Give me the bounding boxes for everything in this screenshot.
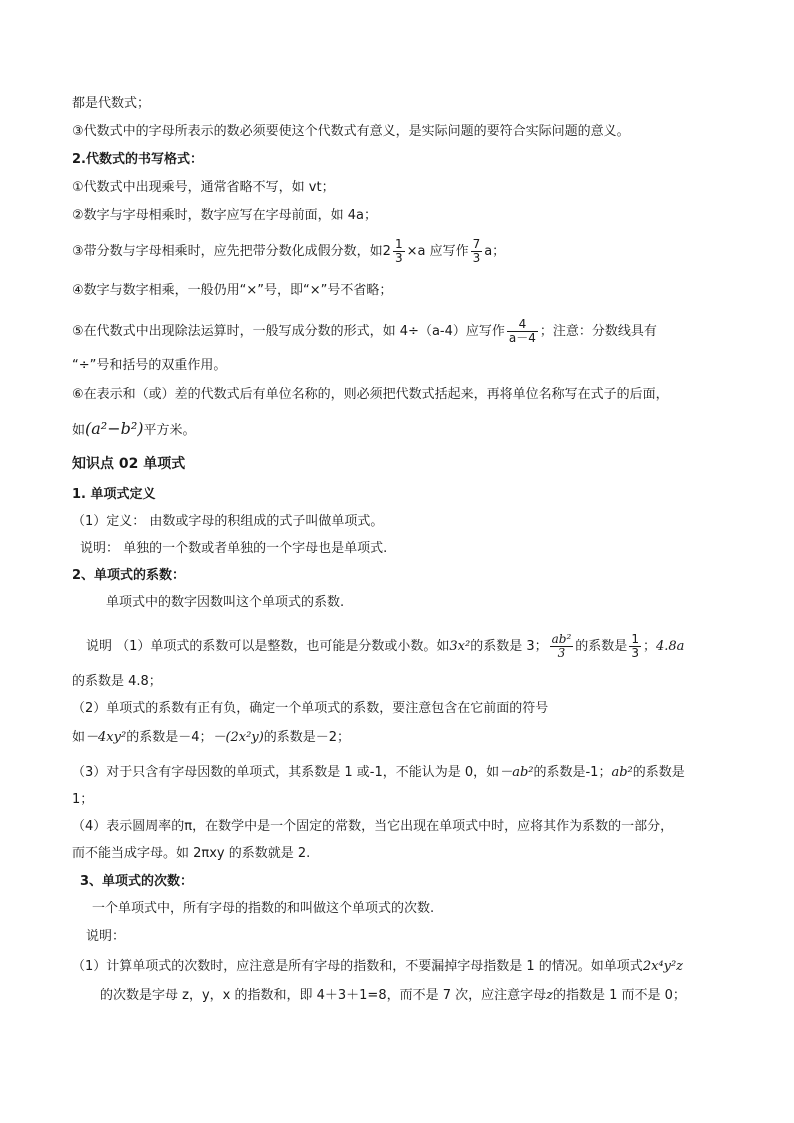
numerator: 1 — [631, 632, 639, 646]
math-expression: z — [546, 988, 553, 1003]
math-expression: －4xy² — [85, 730, 127, 745]
text-fragment: 2 — [382, 244, 391, 259]
fraction — [550, 633, 574, 660]
text-fragment: ③带分数与字母相乘时，应先把带分数化成假分数，如 — [72, 244, 383, 259]
text-line-degree — [72, 958, 683, 976]
text-fragment: 的系数是－4； — [126, 730, 213, 745]
subsection-heading: 1. 单项式定义 — [72, 487, 156, 502]
math-expression: 3x² — [449, 639, 471, 654]
text-fragment: 如 — [72, 423, 86, 438]
text-line-letter-coefficient — [72, 764, 685, 782]
math-expression: (a²−b²) — [85, 419, 144, 438]
text-line: 一个单项式中，所有字母的指数的和叫做这个单项式的次数. — [92, 901, 435, 916]
knowledge-point-heading: 知识点 02 单项式 — [72, 456, 186, 472]
numerator: 4 — [507, 318, 538, 332]
text-line: ③代数式中的字母所表示的数必须要使这个代数式有意义，是实际问题的要符合实际问题的意义。 — [72, 124, 630, 139]
math-expression: －ab² — [499, 765, 534, 780]
fraction — [629, 633, 641, 660]
text-fragment: 的系数是 — [632, 765, 685, 780]
text-fragment: 平方米。 — [143, 423, 196, 438]
text-fragment: 的系数是－2； — [263, 730, 351, 745]
text-fragment: 说明 （1）单项式的系数可以是整数，也可能是分数或小数。如 — [86, 639, 450, 654]
math-expression: ab² — [611, 765, 633, 780]
text-fragment: 的指数是 1 而不是 0； — [552, 988, 686, 1003]
denominator: 3 — [472, 251, 481, 265]
fraction — [393, 238, 405, 265]
fraction — [471, 238, 483, 265]
text-fragment: a； — [484, 244, 506, 259]
text-line: 说明： — [86, 929, 126, 944]
text-line-degree-detail — [100, 987, 686, 1005]
text-line: 单项式中的数字因数叫这个单项式的系数. — [106, 595, 345, 610]
text-line: ⑥在表示和（或）差的代数式后有单位名称的，则必须把代数式括起来，再将单位名称写在式子的后面， — [72, 387, 669, 402]
text-fragment: ；注意：分数线具有 — [539, 324, 657, 339]
text-line: “÷”号和括号的双重作用。 — [72, 358, 227, 373]
text-line-mixed-fraction — [72, 238, 505, 265]
text-line-coefficient — [86, 633, 684, 660]
text-fragment: ⑤在代数式中出现除法运算时，一般写成分数的形式，如 4÷（a-4）应写作 — [72, 324, 505, 339]
numerator: 7 — [472, 237, 481, 251]
text-line: 而不能当成字母。如 2πxy 的系数就是 2. — [72, 846, 311, 861]
math-expression: 2x⁴y²z — [642, 959, 684, 974]
text-line: 都是代数式； — [72, 96, 151, 111]
text-line-division — [72, 318, 657, 345]
math-expression: －(2x²y) — [212, 730, 264, 745]
text-fragment: 的系数是 3； — [470, 639, 548, 654]
subsection-heading: 3、单项式的次数： — [80, 874, 194, 889]
text-line: 的系数是 4.8； — [72, 674, 162, 689]
text-line: 1； — [72, 792, 94, 807]
text-line: ①代数式中出现乘号，通常省略不写，如 vt； — [72, 180, 335, 195]
text-line-negative-coefficient — [72, 729, 350, 747]
subsection-heading: 2、单项式的系数： — [72, 568, 186, 583]
text-fragment: （1）计算单项式的次数时，应注意是所有字母的指数和，不要漏掉字母指数是 1 的情况。如单项式 — [72, 959, 643, 974]
text-fragment: 的系数是-1； — [533, 765, 612, 780]
numerator: 1 — [394, 237, 403, 251]
numerator: ab² — [551, 632, 572, 646]
text-line-units — [72, 420, 196, 440]
text-line: （2）单项式的系数有正有负，确定一个单项式的系数，要注意包含在它前面的符号 — [72, 701, 549, 716]
text-fragment: 的次数是字母 z，y，x 的指数和，即 4＋3＋1=8，而不是 7 次，应注意字母 — [100, 988, 547, 1003]
fraction — [507, 318, 538, 345]
denominator: 3 — [394, 251, 403, 265]
denominator: a－4 — [508, 331, 536, 345]
denominator: 3 — [557, 646, 566, 660]
text-fragment: 如 — [72, 730, 86, 745]
note-line: 说明： 单独的一个数或者单独的一个字母也是单项式. — [80, 541, 388, 556]
text-fragment: （3）对于只含有字母因数的单项式，其系数是 1 或-1，不能认为是 0，如 — [72, 765, 500, 780]
section-heading: 2.代数式的书写格式： — [72, 152, 203, 167]
text-line: ②数字与字母相乘时，数字应写在字母前面，如 4a； — [72, 208, 378, 223]
text-fragment: ×a 应写作 — [406, 244, 469, 259]
math-expression: 4.8a — [655, 639, 685, 654]
text-line: ④数字与数字相乘，一般仍用“×”号，即“×”号不省略； — [72, 283, 393, 298]
text-line: （1）定义： 由数或字母的积组成的式子叫做单项式。 — [72, 514, 384, 529]
text-fragment: ； — [642, 639, 656, 654]
text-fragment: 的系数是 — [575, 639, 628, 654]
text-line: （4）表示圆周率的π，在数学中是一个固定的常数，当它出现在单项式中时，应将其作为系数的一部分， — [72, 819, 674, 834]
denominator: 3 — [631, 646, 639, 660]
